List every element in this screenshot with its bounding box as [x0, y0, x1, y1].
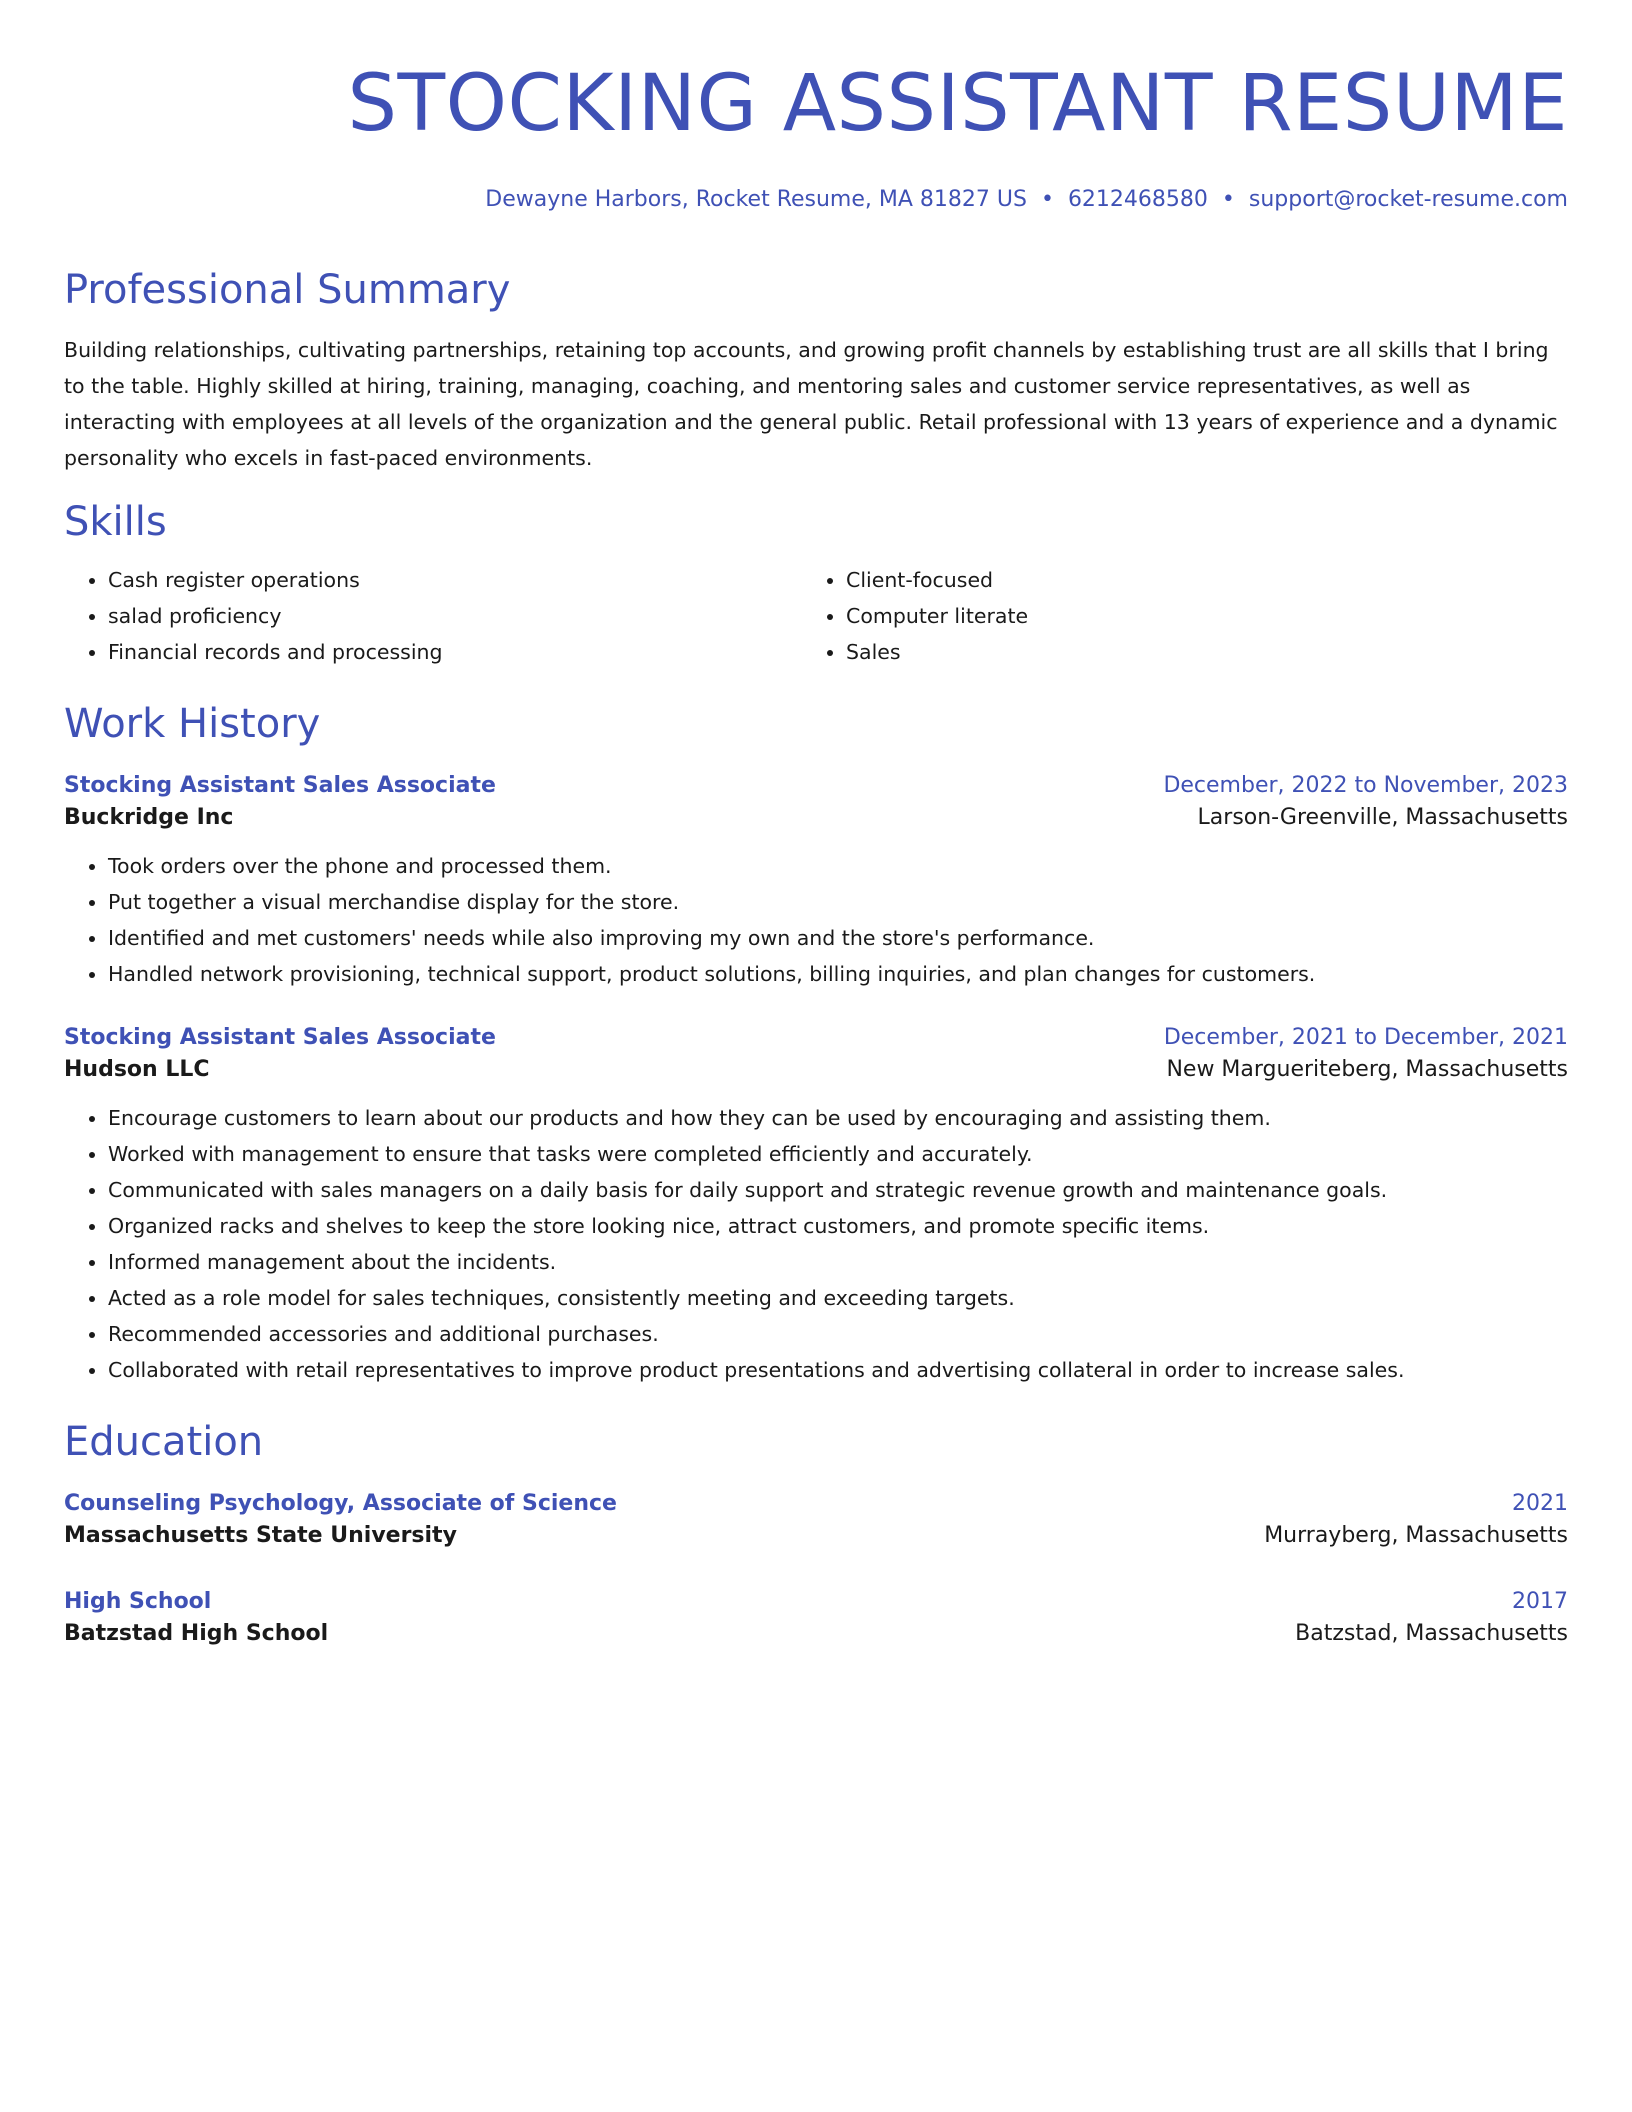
job-entry [64, 770, 1568, 992]
skills-column-right [802, 562, 1540, 670]
skill-item: • salad proficiency [108, 598, 802, 634]
skill-item: • Sales [846, 634, 1540, 670]
job-bullet: • Encourage customers to learn about our products and how they can be used by encouraging and assisting them. [108, 1100, 1568, 1136]
job-bullet: • Put together a visual merchandise display for the store. [108, 884, 1568, 920]
education-entry [64, 1586, 1568, 1650]
contact-line [64, 186, 1568, 214]
skills-heading: Skills [64, 499, 167, 545]
job-bullet: • Took orders over the phone and processed them. [108, 848, 1568, 884]
job-entry [64, 1022, 1568, 1388]
school-name: Massachusetts State University [64, 1523, 457, 1548]
summary-text: Building relationships, cultivating partnerships, retaining top accounts, and growing profit channels by establishing trust are all skills that I bring to the table. Highly skilled at hiring, training, managing, coaching, and mentoring sales and customer service representatives, as well as interacting with employees at all levels of the organization and the general public. Retail professional with 13 years of experience and a dynamic personality who excels in fast-paced environments. [64, 338, 1558, 470]
job-location: New Margueriteberg, Massachusetts [1166, 1057, 1568, 1082]
summary-heading: Professional Summary [64, 267, 511, 313]
contact-email: support@rocket-resume.com [1248, 187, 1568, 212]
job-title: Stocking Assistant Sales Associate [64, 1025, 496, 1050]
job-dates: December, 2022 to November, 2023 [1163, 773, 1568, 798]
degree-name: High School [64, 1589, 212, 1614]
skills-column-left [64, 562, 802, 670]
job-dates: December, 2021 to December, 2021 [1163, 1025, 1568, 1050]
contact-separator: • [1221, 187, 1235, 212]
job-bullet: • Identified and met customers' needs while also improving my own and the store's performance. [108, 920, 1568, 956]
degree-name: Counseling Psychology, Associate of Science [64, 1491, 617, 1516]
skill-item: • Client-focused [846, 562, 1540, 598]
skills-list [64, 562, 1568, 670]
skill-item: • Computer literate [846, 598, 1540, 634]
school-location: Batzstad, Massachusetts [1295, 1621, 1568, 1646]
job-bullet: • Communicated with sales managers on a daily basis for daily support and strategic revenue growth and maintenance goals. [108, 1172, 1568, 1208]
resume-title: STOCKING ASSISTANT RESUME [347, 59, 1568, 149]
company-name: Hudson LLC [64, 1057, 210, 1082]
job-bullet: • Handled network provisioning, technical support, product solutions, billing inquiries, and plan changes for customers. [108, 956, 1568, 992]
work-history-heading: Work History [64, 701, 321, 747]
job-location: Larson-Greenville, Massachusetts [1197, 805, 1568, 830]
job-bullet: • Worked with management to ensure that tasks were completed efficiently and accurately. [108, 1136, 1568, 1172]
job-bullet: • Informed management about the incidents. [108, 1244, 1568, 1280]
company-name: Buckridge Inc [64, 805, 234, 830]
job-bullet: • Organized racks and shelves to keep the store looking nice, attract customers, and promote specific items. [108, 1208, 1568, 1244]
school-name: Batzstad High School [64, 1621, 329, 1646]
contact-separator: • [1040, 187, 1054, 212]
school-location: Murrayberg, Massachusetts [1264, 1523, 1568, 1548]
skill-item: • Cash register operations [108, 562, 802, 598]
graduation-year: 2017 [1512, 1589, 1568, 1614]
contact-address: Dewayne Harbors, Rocket Resume, MA 81827 US [485, 187, 1027, 212]
skill-item: • Financial records and processing [108, 634, 802, 670]
graduation-year: 2021 [1512, 1491, 1568, 1516]
education-heading: Education [64, 1419, 264, 1465]
job-bullet: • Recommended accessories and additional purchases. [108, 1316, 1568, 1352]
job-title: Stocking Assistant Sales Associate [64, 773, 496, 798]
education-entry [64, 1488, 1568, 1552]
job-bullet: • Acted as a role model for sales techniques, consistently meeting and exceeding targets. [108, 1280, 1568, 1316]
job-bullet: • Collaborated with retail representatives to improve product presentations and advertising collateral in order to increase sales. [108, 1352, 1568, 1388]
contact-phone: 6212468580 [1067, 187, 1208, 212]
